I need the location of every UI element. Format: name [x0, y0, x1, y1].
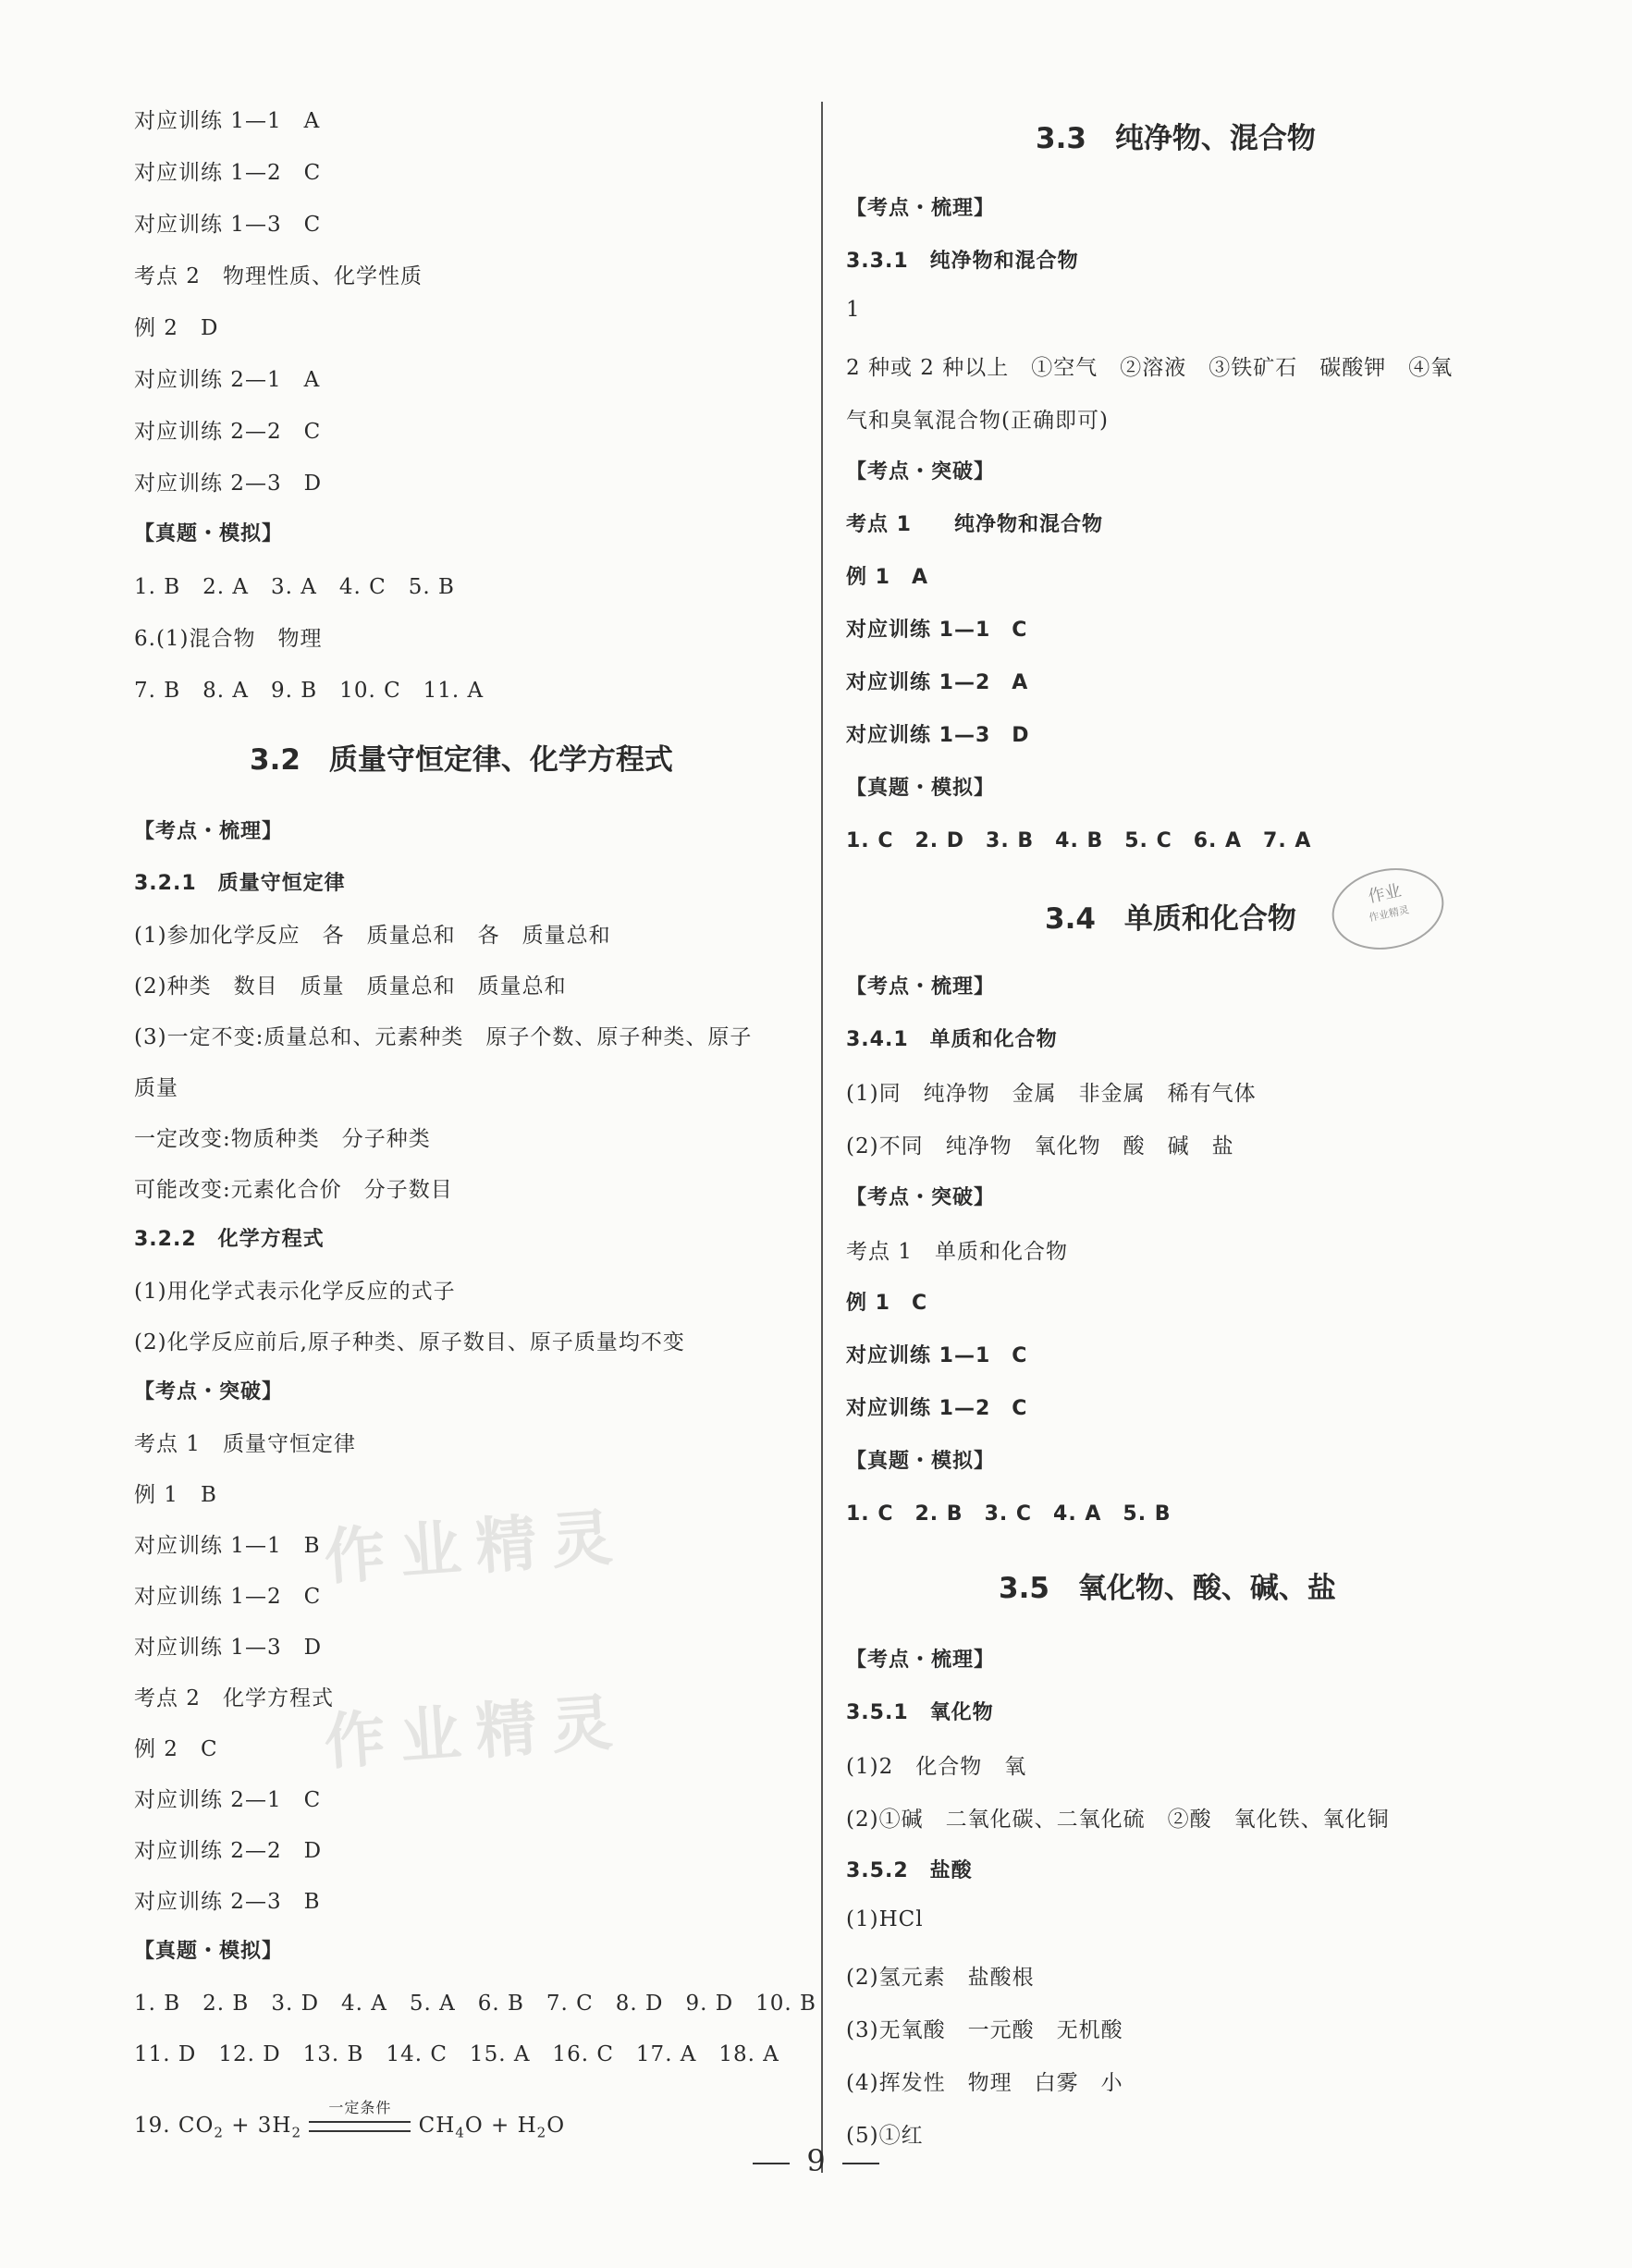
answer-line: 例 1 C [846, 1292, 928, 1315]
answer-line: 对应训练 2—1 C [134, 1788, 322, 1812]
answer-line: 【考点・突破】 [846, 460, 996, 484]
formula-sub: 2 [291, 2124, 302, 2141]
formula-text: O + H [464, 2114, 537, 2138]
answer-line: (4)挥发性 物理 白雾 小 [846, 2071, 1123, 2095]
answer-line: 【真题・模拟】 [846, 1450, 996, 1473]
reaction-condition: 一定条件 [328, 2099, 392, 2116]
answer-line: 11. D 12. D 13. B 14. C 15. A 16. C 17. A 18. A [134, 2042, 779, 2066]
answer-line: 3.5.2 盐酸 [846, 1859, 973, 1882]
answer-line: 例 2 D [134, 316, 219, 340]
section-3-2-title: 3.2 质量守恒定律、化学方程式 [250, 743, 673, 777]
answer-line: 【真题・模拟】 [846, 777, 996, 800]
page-number-value: 9 [806, 2143, 826, 2178]
answer-line: 考点 1 纯净物和混合物 [846, 513, 1103, 536]
answer-line: 对应训练 1—3 C [134, 213, 322, 237]
answer-line: 对应训练 1—3 D [846, 724, 1030, 747]
formula-text: O [546, 2114, 566, 2138]
answer-line: 【考点・梳理】 [134, 820, 284, 843]
answer-line: 例 1 A [846, 566, 928, 589]
answer-line: 1. C 2. B 3. C 4. A 5. B [846, 1502, 1172, 1526]
formula-text: CH [418, 2114, 456, 2138]
answer-line: 3.5.1 氧化物 [846, 1701, 994, 1724]
stamp-logo [1324, 858, 1451, 959]
answer-line: 考点 1 单质和化合物 [846, 1240, 1068, 1264]
answer-line: 对应训练 2—3 D [134, 472, 323, 496]
watermark: 作业精灵 [322, 1686, 630, 1779]
answer-line: 对应训练 1—1 C [846, 1344, 1028, 1367]
answer-line: 对应训练 1—2 C [134, 161, 322, 185]
answer-line: 对应训练 2—1 A [134, 368, 321, 392]
equation-19 [134, 2099, 566, 2141]
answer-line: 对应训练 2—2 C [134, 420, 322, 444]
answer-line: 3.2.2 化学方程式 [134, 1228, 325, 1251]
answer-line: (2)氢元素 盐酸根 [846, 1966, 1035, 1990]
answer-line: 对应训练 1—1 B [134, 1534, 321, 1558]
page-number [0, 2143, 1632, 2178]
answer-line: (1)同 纯净物 金属 非金属 稀有气体 [846, 1082, 1257, 1106]
answer-line: 对应训练 1—2 C [846, 1397, 1028, 1420]
answer-line: 对应训练 2—2 D [134, 1839, 323, 1863]
section-3-4-title: 3.4 单质和化合物 [1045, 902, 1296, 936]
stamp-subtext: 作业精灵 [1368, 903, 1411, 925]
answer-line: 2 种或 2 种以上 ①空气 ②溶液 ③铁矿石 碳酸钾 ④氧 [846, 356, 1454, 380]
answer-line: (2)①碱 二氧化碳、二氧化硫 ②酸 氧化铁、氧化铜 [846, 1808, 1390, 1832]
answer-line: 对应训练 1—3 D [134, 1636, 323, 1660]
answer-line: 6.(1)混合物 物理 [134, 627, 323, 651]
answer-line: 7. B 8. A 9. B 10. C 11. A [134, 679, 485, 703]
answer-line: 【真题・模拟】 [134, 522, 284, 546]
formula-sub: 2 [536, 2124, 547, 2141]
answer-line: (3)无氧酸 一元酸 无机酸 [846, 2018, 1123, 2042]
answer-line: 【考点・梳理】 [846, 197, 996, 220]
answer-line: (1)用化学式表示化学反应的式子 [134, 1280, 456, 1304]
answer-line: 可能改变:元素化合价 分子数目 [134, 1178, 453, 1202]
answer-line: 1. C 2. D 3. B 4. B 5. C 6. A 7. A [846, 829, 1312, 852]
answer-line: 对应训练 2—3 B [134, 1890, 321, 1914]
answer-line: 【真题・模拟】 [134, 1940, 284, 1963]
answer-line: 考点 2 化学方程式 [134, 1686, 334, 1710]
answer-line: 【考点・梳理】 [846, 1649, 996, 1672]
answer-line: 对应训练 1—2 A [846, 671, 1029, 694]
section-3-5-title: 3.5 氧化物、酸、碱、盐 [999, 1572, 1336, 1605]
answer-line: (1)2 化合物 氧 [846, 1755, 1027, 1779]
answer-line: 3.3.1 纯净物和混合物 [846, 250, 1079, 273]
answer-line: 3.2.1 质量守恒定律 [134, 872, 346, 895]
answer-line: (2)化学反应前后,原子种类、原子数目、原子质量均不变 [134, 1330, 685, 1355]
formula-text: 19. CO [134, 2114, 215, 2138]
answer-line: 考点 1 质量守恒定律 [134, 1432, 356, 1456]
answer-line: 例 1 B [134, 1483, 217, 1507]
answer-line: 【考点・梳理】 [846, 975, 996, 999]
formula-sub: 4 [455, 2124, 465, 2141]
answer-line: 例 2 C [134, 1737, 218, 1761]
stamp-text: 作业 [1366, 880, 1404, 907]
answer-line: 气和臭氧混合物(正确即可) [846, 409, 1109, 433]
section-3-3-title: 3.3 纯净物、混合物 [1036, 122, 1316, 155]
answer-line: (1)参加化学反应 各 质量总和 各 质量总和 [134, 924, 611, 948]
answer-line: 3.4.1 单质和化合物 [846, 1028, 1058, 1051]
answer-line: 【考点・突破】 [134, 1380, 284, 1404]
answer-line: (5)①红 [846, 2124, 924, 2148]
answer-line: 考点 2 物理性质、化学性质 [134, 264, 423, 288]
reaction-arrow [309, 2099, 411, 2138]
formula-text: + 3H [223, 2114, 292, 2138]
answer-line: 质量 [134, 1076, 178, 1100]
answer-line: 一定改变:物质种类 分子种类 [134, 1127, 431, 1151]
answer-line: (2)不同 纯净物 氧化物 酸 碱 盐 [846, 1134, 1234, 1159]
answer-line: 1. B 2. A 3. A 4. C 5. B [134, 575, 455, 599]
answer-line: 对应训练 1—1 A [134, 109, 321, 133]
watermark: 作业精灵 [322, 1501, 630, 1594]
answer-line: 对应训练 1—2 C [134, 1585, 322, 1609]
answer-line: (1)HCl [846, 1907, 924, 1931]
answer-line: (3)一定不变:质量总和、元素种类 原子个数、原子种类、原子 [134, 1025, 753, 1049]
answer-line: 1. B 2. B 3. D 4. A 5. A 6. B 7. C 8. D 9. D 10. B [134, 1992, 816, 2016]
answer-line: (2)种类 数目 质量 质量总和 质量总和 [134, 975, 567, 999]
answer-line: 对应训练 1—1 C [846, 619, 1028, 642]
column-divider [821, 102, 823, 2173]
answer-line: 【考点・突破】 [846, 1186, 996, 1209]
answer-line: 1 [846, 298, 861, 322]
formula-sub: 2 [214, 2124, 224, 2141]
